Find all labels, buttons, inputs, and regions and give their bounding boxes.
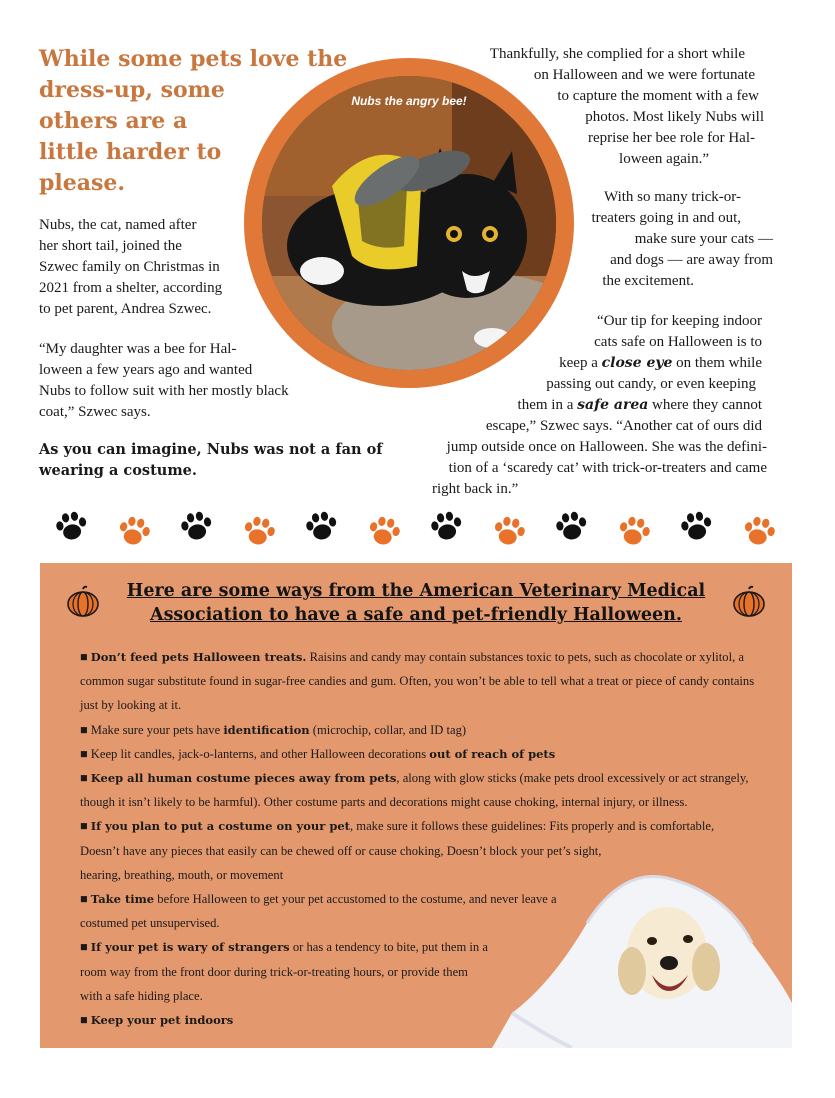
quote-line: photos. Most likely Nubs will — [585, 109, 764, 125]
cat-bee-photo — [262, 76, 556, 370]
quote-line: to capture the moment with a few — [557, 88, 759, 104]
orange-paw-icon — [367, 515, 402, 548]
quote-paragraph: “My daughter was a bee for Hal- loween a few years ago and wanted Nubs to follow suit with her mostly black coat,” Szwec says. — [39, 341, 289, 420]
black-paw-icon — [54, 510, 88, 542]
orange-paw-icon — [117, 515, 152, 548]
black-paw-icon — [679, 510, 713, 542]
emphasis-safe-area: safe area — [577, 397, 649, 413]
quote-line: loween again.” — [619, 151, 709, 167]
orange-paw-icon — [492, 515, 527, 548]
cat-in-bee-costume-image — [262, 76, 556, 370]
quote-line: on Halloween and we were fortunate — [533, 67, 755, 83]
tips-panel — [40, 563, 792, 1048]
orange-paw-icon — [742, 515, 777, 548]
orange-paw-icon — [242, 515, 277, 548]
tip-quote-line: keep a close eye on them while — [559, 355, 762, 371]
tip-quote-line: right back in.” — [432, 481, 519, 497]
tip-quote-line: them in a safe area where they cannot — [517, 397, 762, 413]
advice-line: the excitement. — [602, 273, 694, 289]
tip-item: ■ If you plan to put a costume on your pet, make sure it follows these guidelines: Fits properly and is comfortable, Doesn’t have any pieces that easily can be chewed off or cause choking, Doesn’t block your pet’s sight, hearing, breathing, mouth, or movement — [80, 819, 715, 882]
tip-quote-line: tion of a ‘scaredy cat’ with trick-or-treaters and came — [448, 460, 767, 476]
advice-line: treaters going in and out, — [591, 210, 741, 226]
tip-item: ■ Keep your pet indoors — [80, 1013, 234, 1028]
tip-quote-line: “Our tip for keeping indoor — [597, 313, 762, 329]
tip-quote-line: escape,” Szwec says. “Another cat of ours did — [485, 418, 762, 434]
emphasis-close-eye: close eye — [601, 355, 673, 371]
black-paw-icon — [429, 510, 463, 542]
tip-quote-line: passing out candy, or even keeping — [546, 376, 756, 392]
intro-paragraph: Nubs, the cat, named after her short tail, joined the Szwec family on Christmas in 2021 from a shelter, according to pet parent, Andrea Szwec. — [39, 217, 223, 317]
headline: While some pets love the dress-up, some others are a little harder to please. — [39, 46, 348, 196]
tip-item: ■ Take time before Halloween to get your pet accustomed to the costume, and never leave a costumed pet unsupervised. — [80, 892, 557, 931]
paw-print-divider — [40, 505, 790, 553]
tip-quote-line: jump outside once on Halloween. She was the defini- — [446, 439, 767, 455]
orange-paw-icon — [617, 515, 652, 548]
advice-line: With so many trick-or- — [604, 189, 741, 205]
paw-prints — [40, 505, 790, 553]
black-paw-icon — [554, 510, 588, 542]
tip-item: ■ Keep all human costume pieces away from pets, along with glow sticks (make pets drool excessively or act strangely, though it isn’t likely to be harmful). Other costume parts and decorations might cause choking, internal injury, or illness. — [80, 771, 749, 810]
tips-title: Here are some ways from the American Veterinary Medical Association to have a safe and pet-friendly Halloween. — [126, 581, 706, 625]
tip-item: ■ Don’t feed pets Halloween treats. Raisins and candy may contain substances toxic to pets, such as chocolate or xylitol, a common sugar substitute found in sugar-free candies and gum. Often, you won’t be able to tell what a treat or piece of candy contains just by looking at it. — [80, 650, 755, 713]
pumpkin-icon — [732, 585, 766, 619]
tip-item: ■ Make sure your pets have identification (microchip, collar, and ID tag) — [80, 722, 467, 737]
black-paw-icon — [304, 510, 338, 542]
pumpkin-icon — [66, 585, 100, 619]
tip-quote-line: cats safe on Halloween is to — [594, 334, 762, 350]
ghost-dog-image — [492, 863, 792, 1048]
advice-line: and dogs — are away from — [610, 252, 773, 268]
advice-line: make sure your cats — — [634, 231, 773, 247]
photo-caption: Nubs the angry bee! — [351, 94, 467, 108]
costume-statement: As you can imagine, Nubs was not a fan of wearing a costume. — [39, 441, 383, 479]
black-paw-icon — [179, 510, 213, 542]
quote-line: reprise her bee role for Hal- — [588, 130, 755, 146]
tip-item: ■ Keep lit candles, jack-o-lanterns, and other Halloween decorations out of reach of pets — [80, 746, 556, 761]
tip-item: ■ If your pet is wary of strangers or has a tendency to bite, put them in a room way from the front door during trick-or-treating hours, or provide them with a safe hiding place. — [80, 940, 488, 1003]
quote-line: Thankfully, she complied for a short while — [489, 46, 745, 62]
